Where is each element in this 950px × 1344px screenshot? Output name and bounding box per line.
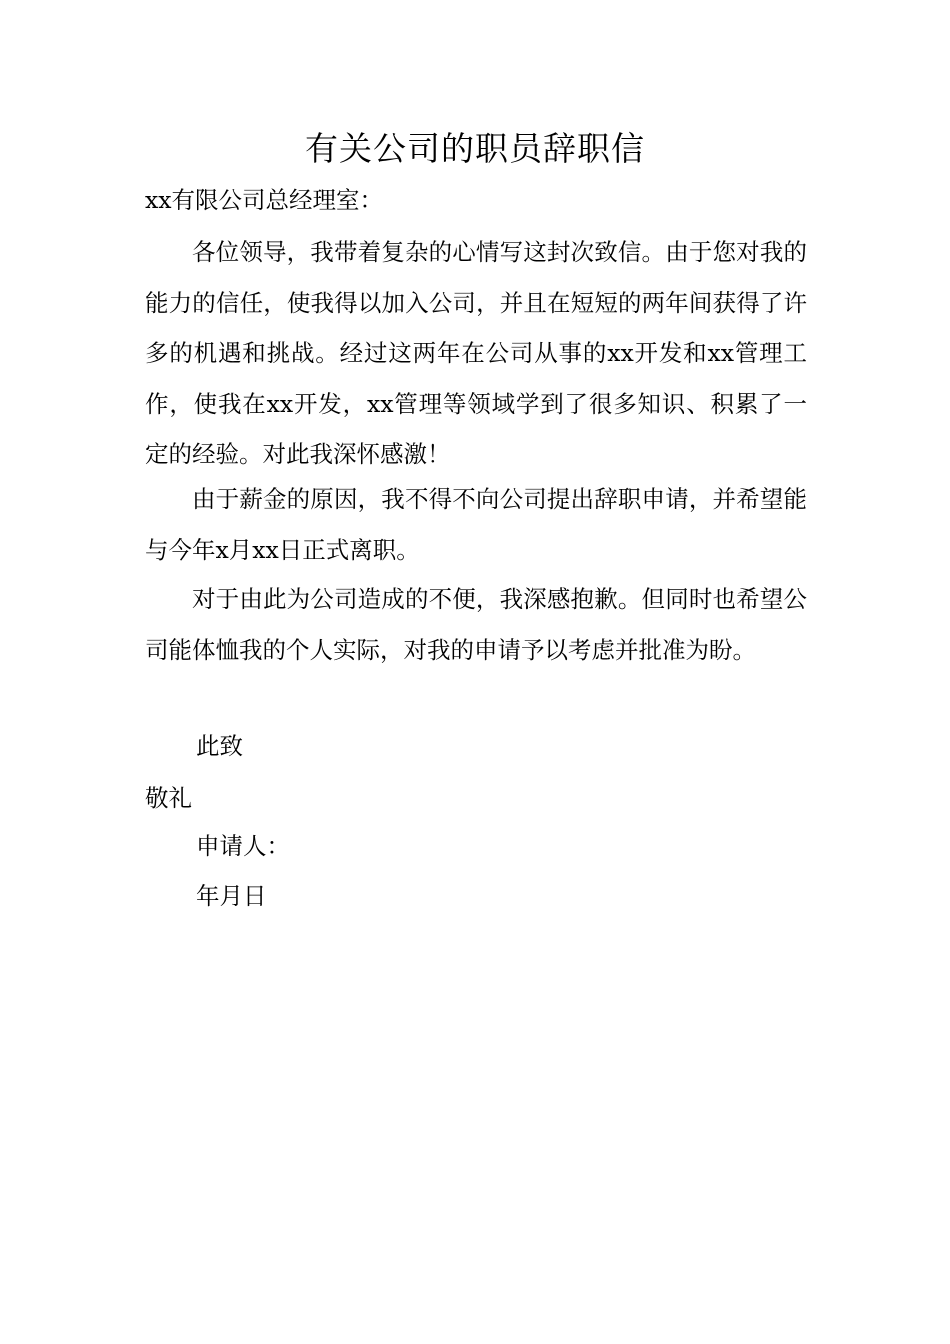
closing-jingli: 敬礼: [145, 784, 192, 812]
salutation: xx有限公司总经理室：: [145, 186, 384, 214]
paragraph-reason: 由于薪金的原因，我不得不向公司提出辞职申请，并希望能与今年x月xx日正式离职。: [145, 485, 807, 564]
applicant-label: 申请人：: [196, 832, 290, 860]
closing-cizhi: 此致: [196, 732, 243, 760]
paragraph-gratitude: 各位领导，我带着复杂的心情写这封次致信。由于您对我的能力的信任，使我得以加入公司，并且在短短的两年间获得了许多的机遇和挑战。经过这两年在公司从事的xx开发和xx管理工作，使我在xx开发，xx管理等领域学到了很多知识、积累了一定的经验。对此我深怀感激！: [145, 238, 807, 468]
paragraph-apology: 对于由此为公司造成的不便，我深感抱歉。但同时也希望公司能体恤我的个人实际，对我的申请予以考虑并批准为盼。: [145, 585, 807, 664]
document-title: 有关公司的职员辞职信: [305, 129, 645, 168]
date-label: 年月日: [196, 882, 267, 910]
